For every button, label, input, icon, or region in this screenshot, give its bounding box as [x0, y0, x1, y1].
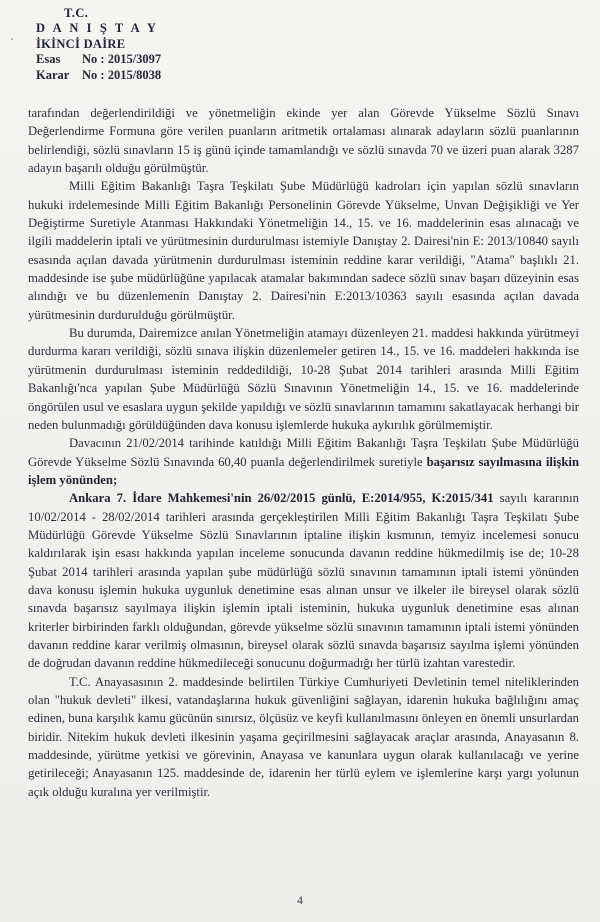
paragraph-2: Milli Eğitim Bakanlığı Taşra Teşkilatı Şube Müdürlüğü kadroları için yapılan sözlü sınavların hukuki irdelemesinde Milli Eğitim Bakanlığı Personelinin Görevde Yükselme, Unvan Değişikliği ve Yer Değiştirme Suretiyle Atanması Hakkındaki Yönetmeliğin 14., 15. ve 16. maddelerinin esas alınacağı ve ilgili maddelerin iptali ve yürütmesinin durdurulması istemiyle Danıştay 2. Dairesi'nin E: 2013/10840 sayılı esasında açılan davada yürütmenin durdurulması isteminin reddine karar verildiği, "Atama" başlıklı 21. maddesinde ise şube müdürlüğüne yapılacak atamalar bakımından sadece sözlü sınav başarı düzeyinin esas alındığı ve bu düzenlemenin Danıştay 2. Dairesi'nin E:2013/10363 sayılı esasında açılan davada yürütmesinin durdurulduğu görülmüştür.: [28, 179, 579, 322]
karar-label: Karar: [36, 67, 70, 82]
paragraph-4-lead: Davacının 21/02/2014 tarihinde katıldığı Milli Eğitim Bakanlığı Taşra Teşkilatı Şube Müdürlüğü Görevde Yükselme Sözlü Sınavında 60,40 puanla değerlendirilmek suretiyle: [28, 436, 579, 469]
karar-value: No : 2015/8038: [82, 67, 162, 82]
letterhead-esas-row: [36, 52, 161, 67]
esas-value: No : 2015/3097: [82, 52, 162, 67]
letterhead-republic: T.C.: [64, 6, 89, 20]
paragraph-5-rest: sayılı kararının 10/02/2014 - 28/02/2014 tarihleri arasında gerçekleştirilen Milli Eğitim Bakanlığı Taşra Teşkilatı Şube Müdürlüğü Görevde Yükselme Sözlü Sınavlarının iptaline ilişkin kısmının, temyiz incelemesi sonucu kaldırılarak işin esası hakkında yapılan inceleme sonucunda davanın reddine hükmedilmiş ise de; 10-28 Şubat 2014 tarihleri arasında yapılan şube müdürlüğü sözlü sınavının tamamının iptali istemi yönünden dava konusu işlemin hukuka uygunluk denetimine esas alınan unsur ve ilkeler ile bireysel olarak sözlü sınavda başarısız sayılmaya ilişkin işlemin iptali isteminin, hukuka uygunluk denetimine esas alınan kriterler birbirinden farklı olduğundan, görevde yükselme sözlü sınavının tamamının iptali istemi yönünden davanın reddine karar verilmiş olmasının, bireysel olarak sözlü sınavda başarısız sayılma işlemi yönünden de doğrudan davanın reddine hükmedileceği sonucunu doğurmadığı her türlü izahtan varestedir.: [28, 491, 579, 671]
paragraph-6: T.C. Anayasasının 2. maddesinde belirtilen Türkiye Cumhuriyeti Devletinin temel niteliklerinden olan "hukuk devleti" ilkesi, vatandaşlarına hukuk güvenliğini sağlayan, idarenin hukuka bağlılığını amaç edinen, buna karşılık kamu gücünün sınırsız, ölçüsüz ve keyfi kullanılmasını önleyen en önemli unsurlardan biridir. Nitekim hukuk devleti ilkesinin yaşama geçirilmesini sağlayacak araçlar arasında, Anayasanın 8. maddesinde, yürütme yetkisi ve görevinin, Anayasa ve kanunlara uygun olarak kullanılacağı ve yerine getirileceği; Anayasanın 125. maddesinde de, idarenin her türlü eylem ve işlemlerine karşı yargı yolunun açık olduğu kuralına yer verilmiştir.: [28, 674, 579, 799]
page-number: 4: [297, 893, 303, 907]
letterhead-chamber: İKİNCİ DAİRE: [36, 36, 126, 51]
letterhead: [36, 6, 161, 83]
document-body: [28, 104, 579, 801]
paragraph-4-emphasis: başarısız sayılmasına ilişkin işlem yönünden;: [28, 454, 579, 487]
letterhead-karar-row: [36, 68, 161, 83]
esas-label: Esas: [36, 52, 61, 67]
paragraph-1: tarafından değerlendirildiği ve yönetmeliğin ekinde yer alan Görevde Yükselme Sözlü Sınavı Değerlendirme Formuna göre verilen puanların aritmetik ortalaması alınarak adayların sözlü puanlarının belirlendiği, sözlü sınavların 15 iş günü içinde tamamlandığı ve sözlü sınavda 70 ve üzeri puan alarak 3287 adayın başarılı olduğu görülmüştür.: [28, 106, 579, 176]
paragraph-3: Bu durumda, Dairemizce anılan Yönetmeliğin atamayı düzenleyen 21. maddesi hakkında yürütmeyi durdurma kararı verildiği, sözlü sınava ilişkin düzenlemeler getiren 14., 15. ve 16. maddeleri hakkında ise yürütmenin durdurulması isteminin reddedildiği, 10-28 Şubat 2014 tarihleri arasında Milli Eğitim Bakanlığı'nca yapılan Şube Müdürlüğü Sözlü Sınavının Yönetmeliğin 14., 15. ve 16. maddelerinde öngörülen usul ve esaslara uygun şekilde yapıldığı ve sözlü sınavlarının tamamını sakatlayacak herhangi bir neden bulunmadığı görüldüğünden dava konusu işlemlerde hukuka aykırılık görülmemiştir.: [28, 326, 579, 432]
paragraph-5: [28, 489, 579, 672]
letterhead-court-name: D A N I Ş T A Y: [36, 21, 159, 36]
scan-artifact-speck: [11, 38, 13, 40]
paragraph-5-case-citation: Ankara 7. İdare Mahkemesi'nin 26/02/2015 günlü, E:2014/955, K:2015/341: [69, 491, 494, 506]
paragraph-4: [28, 434, 579, 489]
